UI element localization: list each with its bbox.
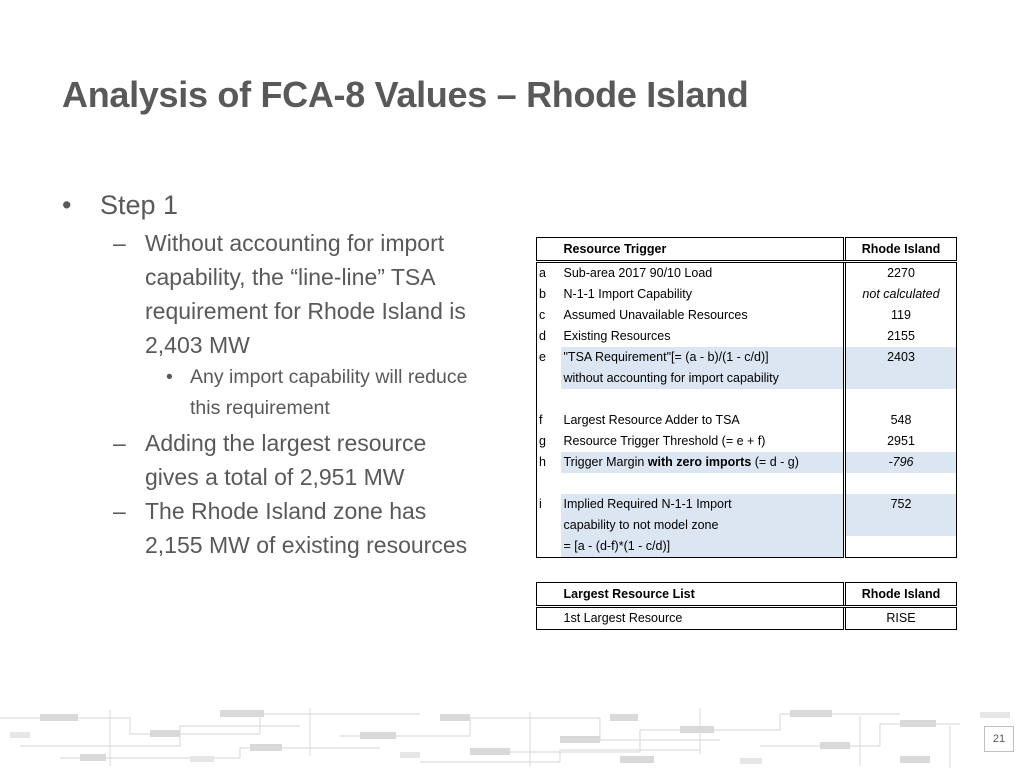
row-value: [845, 368, 957, 389]
table-row: [537, 515, 957, 536]
row-label: = [a - (d-f)*(1 - c/d)]: [561, 536, 845, 558]
spacer-cell: [537, 473, 561, 494]
row-letter: h: [539, 455, 546, 469]
table-row: [537, 305, 957, 326]
row-letter: [537, 607, 561, 630]
row-label: "TSA Requirement"[= (a - b)/(1 - c/d)]: [561, 347, 845, 368]
table-row: [537, 284, 957, 305]
row-label: Resource Trigger Threshold (= e + f): [563, 434, 766, 448]
table-row: [537, 326, 957, 347]
row-value: 752: [845, 494, 957, 515]
spacer-cell: [845, 389, 957, 410]
table-header-row: [537, 583, 957, 607]
row-letter: g: [539, 434, 546, 448]
row-value: not calculated: [845, 284, 957, 305]
page-number: 21: [984, 726, 1014, 752]
header-value-cell: Rhode Island: [845, 238, 957, 262]
table-row: [537, 452, 957, 473]
row-letter: a: [539, 266, 546, 280]
spacer-cell: [537, 389, 561, 410]
row-value: 548: [845, 410, 957, 431]
row-letter: b: [539, 287, 546, 301]
row-label: 1st Largest Resource: [563, 611, 683, 625]
bullet-text: Adding the largest resource gives a total of 2,951 MW: [145, 430, 427, 490]
bullet-marker: •: [166, 366, 173, 388]
bullet-import-capability: [62, 362, 482, 424]
label-part: (= d - g): [751, 455, 799, 469]
table-row: [537, 607, 957, 630]
row-label: Existing Resources: [563, 329, 671, 343]
row-letter: e: [539, 350, 546, 364]
table-row: [537, 410, 957, 431]
row-label: Sub-area 2017 90/10 Load: [563, 266, 713, 280]
bullet-text: The Rhode Island zone has 2,155 MW of existing resources: [145, 498, 468, 558]
circuit-board-decoration: [0, 706, 1024, 768]
label-bold-part: with zero imports: [647, 455, 752, 469]
row-value: 2270: [845, 262, 957, 285]
header-label-cell: Largest Resource List: [561, 583, 845, 607]
row-label: capability to not model zone: [561, 515, 845, 536]
row-value: RISE: [845, 607, 957, 630]
row-label: Largest Resource Adder to TSA: [563, 413, 740, 427]
resource-trigger-table: [536, 237, 957, 558]
dash-marker: –: [113, 230, 126, 256]
spacer-cell: [845, 473, 957, 494]
row-letter: c: [539, 308, 546, 322]
spacer-cell: [561, 389, 845, 410]
row-letter: [537, 515, 561, 536]
row-letter: [537, 368, 561, 389]
row-label: N-1-1 Import Capability: [563, 287, 693, 301]
row-value: -796: [845, 452, 957, 473]
table-row: [537, 368, 957, 389]
row-value: [845, 536, 957, 558]
row-letter: [537, 536, 561, 558]
bullet-tsa-requirement: [62, 226, 482, 362]
row-value: 2155: [845, 326, 957, 347]
row-label: [561, 452, 845, 473]
row-letter: f: [539, 413, 543, 427]
bullet-step-1: [62, 188, 482, 222]
bullet-text: Any import capability will reduce this requirement: [190, 366, 468, 419]
header-value-cell: Rhode Island: [845, 583, 957, 607]
row-label: Assumed Unavailable Resources: [563, 308, 748, 322]
header-letter-cell: [537, 583, 561, 607]
dash-marker: –: [113, 430, 126, 456]
table-row: [537, 431, 957, 452]
row-letter: d: [539, 329, 546, 343]
slide-title: Analysis of FCA-8 Values – Rhode Island: [62, 74, 749, 115]
header-letter-cell: [537, 238, 561, 262]
bullet-text: Step 1: [100, 190, 179, 220]
bullet-marker: •: [62, 190, 72, 220]
label-part: Trigger Margin: [563, 455, 648, 469]
table-spacer-row: [537, 473, 957, 494]
bullet-list: [62, 188, 482, 562]
header-label-cell: Resource Trigger: [561, 238, 845, 262]
spacer-cell: [561, 473, 845, 494]
table-header-row: [537, 238, 957, 262]
row-letter: i: [539, 497, 542, 511]
bullet-existing-resources: [62, 494, 482, 562]
table-row: [537, 347, 957, 368]
row-value: [845, 515, 957, 536]
row-value: 119: [845, 305, 957, 326]
table-row: [537, 262, 957, 285]
dash-marker: –: [113, 498, 126, 524]
bullet-largest-resource: [62, 426, 482, 494]
row-label: without accounting for import capability: [561, 368, 845, 389]
table-spacer-row: [537, 389, 957, 410]
table-row: [537, 536, 957, 558]
row-value: 2403: [845, 347, 957, 368]
largest-resource-table: [536, 582, 957, 630]
row-value: 2951: [845, 431, 957, 452]
row-label: Implied Required N-1-1 Import: [561, 494, 845, 515]
table-row: [537, 494, 957, 515]
bullet-text: Without accounting for import capability, the “line-line” TSA requirement for Rhode Island is 2,403 MW: [145, 230, 466, 358]
